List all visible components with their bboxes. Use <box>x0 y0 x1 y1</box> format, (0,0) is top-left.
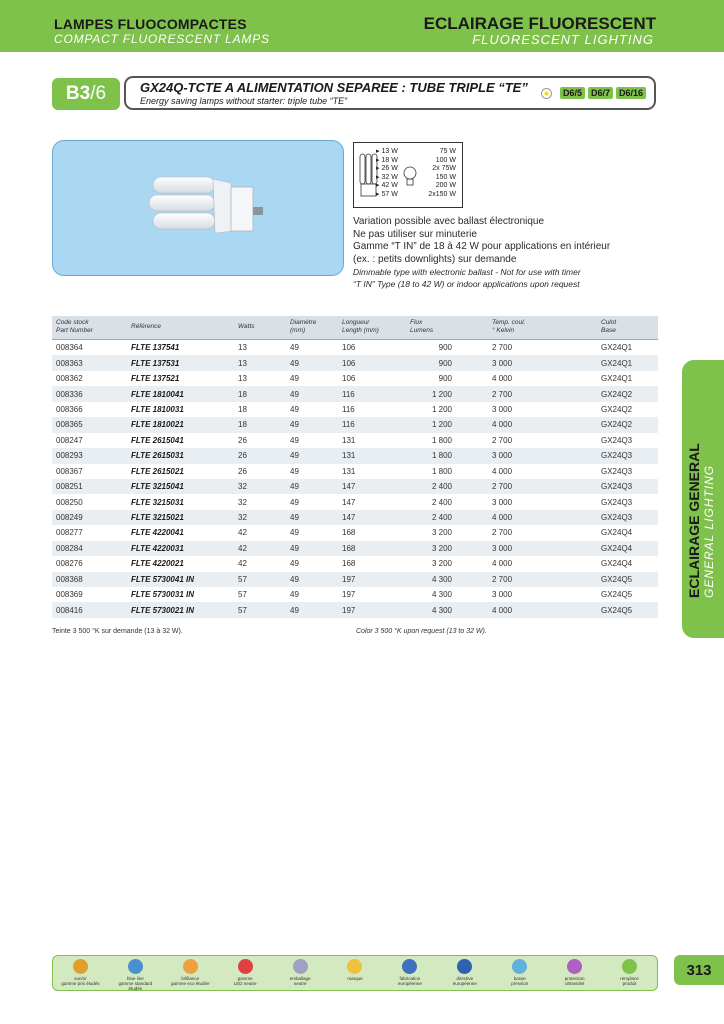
cell-lumens: 1 200 <box>431 389 452 399</box>
cell-lumens: 4 300 <box>431 590 452 600</box>
cell-color-temp: 2 700 <box>492 482 513 492</box>
cell-length: 131 <box>342 466 356 476</box>
cell-part-number: 008276 <box>56 559 83 569</box>
cell-part-number: 008369 <box>56 590 83 600</box>
cell-watts: 13 <box>238 358 247 368</box>
cell-watts: 42 <box>238 528 247 538</box>
cell-watts: 13 <box>238 374 247 384</box>
cell-diameter: 49 <box>290 513 299 523</box>
legend-item <box>222 959 268 986</box>
cell-color-temp: 2 700 <box>492 435 513 445</box>
legend-item <box>552 959 598 986</box>
cell-lumens: 1 800 <box>431 451 452 461</box>
section-title: GX24Q-TCTE A ALIMENTATION SEPAREE : TUBE TRIPLE “TE” <box>140 80 528 95</box>
cell-part-number: 008277 <box>56 528 83 538</box>
cell-reference: FLTE 1810021 <box>131 420 184 430</box>
code-badge: D6/7 <box>588 87 613 99</box>
cell-reference: FLTE 4220031 <box>131 543 184 553</box>
cell-reference: FLTE 4220041 <box>131 528 184 538</box>
legend-item <box>57 959 103 986</box>
cell-lumens: 1 800 <box>431 466 452 476</box>
table-row <box>52 494 658 509</box>
cell-reference: FLTE 2615021 <box>131 466 184 476</box>
legend-item <box>607 959 653 986</box>
header-watts: Watts <box>238 323 255 330</box>
cell-lumens: 3 200 <box>431 559 452 569</box>
product-description <box>353 216 659 290</box>
description-fr-line: (ex. : petits downlights) sur demande <box>353 253 517 265</box>
legend-item <box>277 959 323 986</box>
product-icon <box>622 959 637 974</box>
cell-diameter: 49 <box>290 435 299 445</box>
cell-base: GX24Q2 <box>601 404 633 414</box>
cfl-watt: ▸ 57 W <box>376 190 398 198</box>
page-header <box>0 0 724 52</box>
cell-watts: 57 <box>238 605 247 615</box>
description-en-line: Dimmable type with electronic ballast - Not for use with timer <box>353 267 581 277</box>
cell-part-number: 008336 <box>56 389 83 399</box>
table-body <box>52 340 658 618</box>
cell-length: 197 <box>342 574 356 584</box>
cell-color-temp: 4 000 <box>492 513 513 523</box>
side-tab <box>682 360 724 638</box>
cell-reference: FLTE 5730031 IN <box>131 590 194 600</box>
cell-lumens: 4 300 <box>431 574 452 584</box>
table-row <box>52 572 658 587</box>
cell-lumens: 2 400 <box>431 482 452 492</box>
incandescent-watt: 200 W <box>435 182 456 189</box>
header-base: Culot Base <box>601 319 617 334</box>
product-table <box>52 316 658 618</box>
legend-item <box>497 959 543 986</box>
cfl-watt: ▸ 42 W <box>376 182 398 189</box>
cell-lumens: 1 200 <box>431 404 452 414</box>
cell-length: 197 <box>342 605 356 615</box>
cell-reference: FLTE 5730041 IN <box>131 574 194 584</box>
cell-diameter: 49 <box>290 466 299 476</box>
side-tab-subtitle: GENERAL LIGHTING <box>702 464 716 598</box>
cell-diameter: 49 <box>290 574 299 584</box>
cell-base: GX24Q4 <box>601 528 633 538</box>
chapter-subtitle: FLUORESCENT LIGHTING <box>472 32 654 47</box>
code-badge: D6/5 <box>560 87 585 99</box>
chapter-title: ECLAIRAGE FLUORESCENT <box>423 14 656 33</box>
cell-lumens: 1 200 <box>431 420 452 430</box>
cell-reference: FLTE 3215021 <box>131 513 184 523</box>
brand-icon <box>347 959 362 974</box>
cell-length: 131 <box>342 451 356 461</box>
cfl-watt: ▸ 32 W <box>376 173 398 181</box>
cell-watts: 32 <box>238 497 247 507</box>
header-reference: Référence <box>131 323 161 330</box>
cell-color-temp: 2 700 <box>492 389 513 399</box>
eu-manufacture-icon <box>402 959 417 974</box>
cell-color-temp: 3 000 <box>492 590 513 600</box>
cell-length: 147 <box>342 513 356 523</box>
section-codes <box>541 87 646 99</box>
cell-diameter: 49 <box>290 590 299 600</box>
header-diameter: Diamètre (mm) <box>290 319 317 334</box>
legend-item <box>112 959 158 991</box>
cell-watts: 32 <box>238 513 247 523</box>
cell-base: GX24Q3 <box>601 466 633 476</box>
legend-label: emballage neutre <box>289 976 311 986</box>
brilliance-icon <box>183 959 198 974</box>
header-length: Longueur Length (mm) <box>342 319 379 334</box>
header-lumens: Flux Lumens <box>410 319 434 334</box>
table-row <box>52 448 658 463</box>
incandescent-watt: 2x 75W <box>432 165 456 172</box>
legend-label: protection ultraviolet <box>564 976 585 986</box>
header-part-number: Code stock Part Number <box>56 319 93 334</box>
cell-length: 116 <box>342 420 355 430</box>
incandescent-watt: 100 W <box>435 156 456 164</box>
legend-label: basse pression <box>511 976 529 986</box>
cell-part-number: 008368 <box>56 574 83 584</box>
cell-diameter: 49 <box>290 389 299 399</box>
category-title: LAMPES FLUOCOMPACTES <box>54 16 247 32</box>
cell-diameter: 49 <box>290 358 299 368</box>
legend-label: directive européenne <box>452 976 477 986</box>
cell-color-temp: 3 000 <box>492 358 513 368</box>
cell-part-number: 008367 <box>56 466 83 476</box>
cell-length: 116 <box>342 404 355 414</box>
sun-icon <box>73 959 88 974</box>
cell-length: 168 <box>342 559 356 569</box>
cell-lumens: 3 200 <box>431 528 452 538</box>
table-header <box>52 316 658 340</box>
note-en: Color 3 500 °K upon request (13 to 32 W). <box>356 628 487 635</box>
cell-length: 168 <box>342 528 356 538</box>
cell-diameter: 49 <box>290 451 299 461</box>
packaging-icon <box>293 959 308 974</box>
cell-diameter: 49 <box>290 543 299 553</box>
table-row <box>52 525 658 540</box>
cell-lumens: 900 <box>438 358 452 368</box>
cell-color-temp: 3 000 <box>492 543 513 553</box>
table-row <box>52 417 658 432</box>
cell-part-number: 008365 <box>56 420 83 430</box>
cell-base: GX24Q3 <box>601 513 633 523</box>
cell-base: GX24Q1 <box>601 358 633 368</box>
note-fr: Teinte 3 500 °K sur demande (13 à 32 W). <box>52 628 183 635</box>
table-row <box>52 587 658 602</box>
cell-part-number: 008363 <box>56 358 83 368</box>
uv-protection-icon <box>567 959 582 974</box>
cell-diameter: 49 <box>290 559 299 569</box>
cfl-lamp-icon <box>53 141 344 276</box>
cell-length: 106 <box>342 358 356 368</box>
table-row <box>52 371 658 386</box>
cell-base: GX24Q2 <box>601 420 633 430</box>
cfl-watt: ▸ 13 W <box>376 148 398 155</box>
legend-item <box>387 959 433 986</box>
cell-diameter: 49 <box>290 374 299 384</box>
table-row <box>52 556 658 571</box>
cell-part-number: 008366 <box>56 404 83 414</box>
incandescent-bulb-icon <box>403 165 417 189</box>
cell-base: GX24Q3 <box>601 482 633 492</box>
cell-length: 147 <box>342 497 356 507</box>
cell-part-number: 008362 <box>56 374 83 384</box>
cell-lumens: 900 <box>438 343 452 353</box>
cell-watts: 32 <box>238 482 247 492</box>
cell-watts: 42 <box>238 543 247 553</box>
table-row <box>52 541 658 556</box>
description-fr-line: Variation possible avec ballast électronique <box>353 216 545 227</box>
cfl-watt: ▸ 26 W <box>376 165 398 172</box>
energy-label-icon <box>541 88 552 99</box>
cell-diameter: 49 <box>290 528 299 538</box>
section-badge-sub: /6 <box>90 83 107 104</box>
cell-reference: FLTE 5730021 IN <box>131 605 194 615</box>
cell-watts: 18 <box>238 389 247 399</box>
cell-base: GX24Q5 <box>601 590 633 600</box>
legend-item <box>442 959 488 986</box>
category-subtitle: COMPACT FLUORESCENT LAMPS <box>54 32 270 46</box>
cell-watts: 13 <box>238 343 247 353</box>
cell-color-temp: 2 700 <box>492 343 513 353</box>
cell-color-temp: 4 000 <box>492 559 513 569</box>
legend-label: brilliance gamme eco étudée <box>171 976 210 986</box>
cell-diameter: 49 <box>290 482 299 492</box>
cell-length: 197 <box>342 590 356 600</box>
cell-color-temp: 4 000 <box>492 420 513 430</box>
cell-color-temp: 4 000 <box>492 605 513 615</box>
cell-reference: FLTE 2615031 <box>131 451 184 461</box>
incandescent-watts-list <box>428 148 456 199</box>
legend-label: gamme LED neutre <box>233 976 257 986</box>
cell-watts: 26 <box>238 466 247 476</box>
low-pressure-icon <box>512 959 527 974</box>
page-number: 313 <box>674 955 724 985</box>
cell-base: GX24Q2 <box>601 389 633 399</box>
section-header <box>124 76 656 110</box>
cell-color-temp: 4 000 <box>492 374 513 384</box>
footer-legend <box>52 955 658 991</box>
cell-lumens: 4 300 <box>431 605 452 615</box>
cell-base: GX24Q1 <box>601 343 633 353</box>
legend-label: marque <box>347 976 363 981</box>
cell-lumens: 1 800 <box>431 435 452 445</box>
cell-base: GX24Q4 <box>601 543 633 553</box>
cell-length: 106 <box>342 343 356 353</box>
table-row <box>52 386 658 401</box>
cell-part-number: 008284 <box>56 543 83 553</box>
cfl-watt: ▸ 18 W <box>376 156 398 164</box>
cell-reference: FLTE 3215031 <box>131 497 184 507</box>
cell-diameter: 49 <box>290 420 299 430</box>
cell-watts: 42 <box>238 559 247 569</box>
cell-color-temp: 2 700 <box>492 528 513 538</box>
cell-part-number: 008250 <box>56 497 83 507</box>
table-row <box>52 464 658 479</box>
cell-lumens: 900 <box>438 374 452 384</box>
cell-watts: 18 <box>238 420 247 430</box>
code-badge: D6/16 <box>616 87 646 99</box>
cell-length: 147 <box>342 482 356 492</box>
description-fr-line: Ne pas utiliser sur minuterie <box>353 228 477 240</box>
cell-length: 168 <box>342 543 356 553</box>
cell-watts: 57 <box>238 590 247 600</box>
cell-reference: FLTE 4220021 <box>131 559 184 569</box>
cell-part-number: 008251 <box>56 482 83 492</box>
section-badge-main: B3 <box>65 83 91 104</box>
legend-label: sun/or gamme prix étudés <box>61 976 100 986</box>
cell-lumens: 3 200 <box>431 543 452 553</box>
table-row <box>52 510 658 525</box>
description-fr-line: Gamme “T IN” de 18 à 42 W pour applications en intérieur <box>353 241 611 252</box>
blue-line-icon <box>128 959 143 974</box>
legend-label: remplace produit <box>620 976 639 986</box>
cell-color-temp: 3 000 <box>492 451 513 461</box>
cell-base: GX24Q3 <box>601 497 633 507</box>
cell-part-number: 008249 <box>56 513 83 523</box>
side-tab-title: ECLAIRAGE GENERAL <box>686 443 702 598</box>
cell-lumens: 2 400 <box>431 513 452 523</box>
table-row <box>52 602 658 617</box>
table-row <box>52 433 658 448</box>
table-row <box>52 355 658 370</box>
cfl-watts-list <box>376 148 398 199</box>
cell-color-temp: 3 000 <box>492 497 513 507</box>
cell-base: GX24Q5 <box>601 605 633 615</box>
cell-base: GX24Q3 <box>601 451 633 461</box>
cell-base: GX24Q5 <box>601 574 633 584</box>
incandescent-watt: 2x150 W <box>428 190 456 198</box>
cell-diameter: 49 <box>290 343 299 353</box>
eu-directive-icon <box>457 959 472 974</box>
cell-part-number: 008293 <box>56 451 83 461</box>
cell-part-number: 008247 <box>56 435 83 445</box>
description-en-line: “T IN” Type (18 to 42 W) or indoor applications upon request <box>353 279 580 289</box>
cell-reference: FLTE 137541 <box>131 343 180 353</box>
cell-color-temp: 2 700 <box>492 574 513 584</box>
cell-reference: FLTE 1810031 <box>131 404 184 414</box>
cell-base: GX24Q3 <box>601 435 633 445</box>
section-badge <box>52 78 120 110</box>
cell-length: 131 <box>342 435 356 445</box>
cell-reference: FLTE 137521 <box>131 374 180 384</box>
cell-watts: 26 <box>238 451 247 461</box>
cell-reference: FLTE 137531 <box>131 358 180 368</box>
legend-label: blue line gamme standard étudée <box>118 976 153 991</box>
wattage-equivalence <box>353 142 463 208</box>
table-row <box>52 479 658 494</box>
cell-reference: FLTE 3215041 <box>131 482 184 492</box>
cell-diameter: 49 <box>290 404 299 414</box>
legend-item <box>167 959 213 986</box>
legend-item <box>332 959 378 981</box>
table-row <box>52 340 658 355</box>
incandescent-watt: 150 W <box>435 173 456 181</box>
cell-part-number: 008364 <box>56 343 83 353</box>
cell-length: 106 <box>342 374 356 384</box>
incandescent-watt: 75 W <box>439 148 456 155</box>
legend-label: fabrication européenne <box>397 976 422 986</box>
cell-color-temp: 3 000 <box>492 404 513 414</box>
cell-reference: FLTE 1810041 <box>131 389 184 399</box>
cell-diameter: 49 <box>290 605 299 615</box>
cell-watts: 18 <box>238 404 247 414</box>
cell-watts: 26 <box>238 435 247 445</box>
cell-diameter: 49 <box>290 497 299 507</box>
cell-lumens: 2 400 <box>431 497 452 507</box>
header-color-temp: Temp. coul. ° Kelvin <box>492 319 526 334</box>
section-subtitle: Energy saving lamps without starter: triple tube “TE” <box>140 96 348 106</box>
led-icon <box>238 959 253 974</box>
cell-length: 116 <box>342 389 355 399</box>
cell-color-temp: 4 000 <box>492 466 513 476</box>
cell-base: GX24Q4 <box>601 559 633 569</box>
cell-watts: 57 <box>238 574 247 584</box>
cell-reference: FLTE 2615041 <box>131 435 184 445</box>
cell-part-number: 008416 <box>56 605 83 615</box>
cell-base: GX24Q1 <box>601 374 633 384</box>
table-row <box>52 402 658 417</box>
product-image <box>52 140 344 276</box>
